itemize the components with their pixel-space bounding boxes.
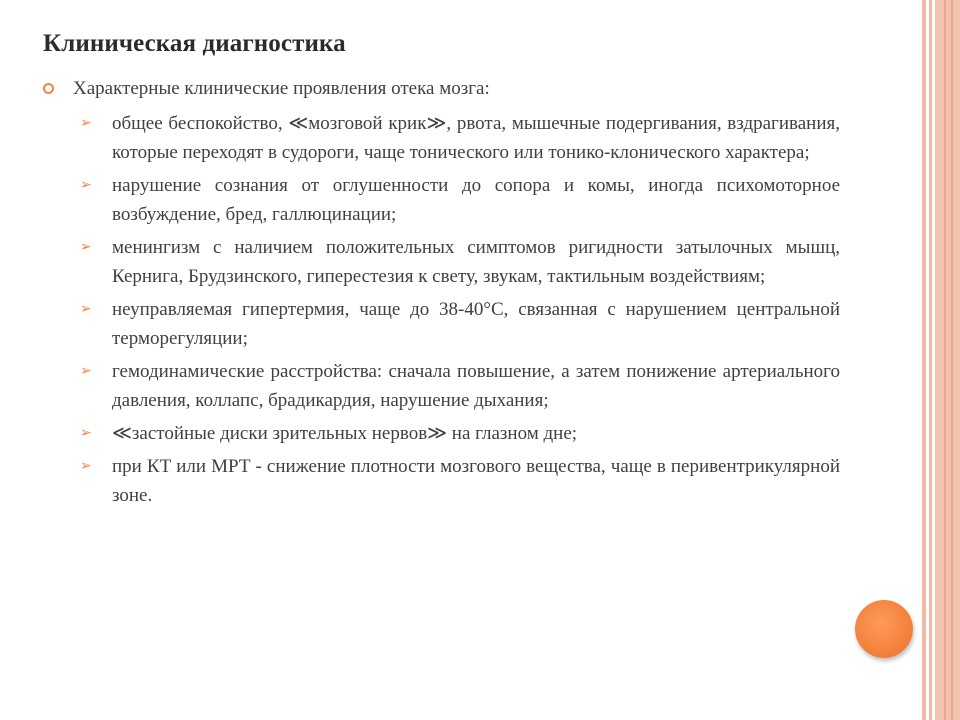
decor-stripe: [929, 0, 932, 720]
list-item: [80, 452, 840, 510]
arrow-bullet-icon: ➢: [80, 115, 92, 131]
list-item: [80, 171, 840, 229]
decor-stripe: [935, 0, 960, 720]
arrow-bullet-icon: ➢: [80, 177, 92, 193]
arrow-bullet-icon: ➢: [80, 239, 92, 255]
arrow-bullet-icon: ➢: [80, 458, 92, 474]
symptom-list: [80, 109, 840, 514]
arrow-bullet-icon: ➢: [80, 363, 92, 379]
list-item: [80, 419, 840, 448]
list-item: [80, 109, 840, 167]
list-item: [80, 295, 840, 353]
list-item-text: ≪застойные диски зрительных нервов≫ на глазном дне;: [112, 423, 578, 444]
decor-stripe: [944, 0, 946, 720]
list-item-text: менингизм с наличием положительных симптомов ригидности затылочных мышц, Кернига, Брудзинского, гиперестезия к свету, звукам, тактильным воздействиям;: [112, 237, 840, 287]
decor-stripe: [922, 0, 926, 720]
list-item-text: нарушение сознания от оглушенности до сопора и комы, иногда психомоторное возбуждение, бред, галлюцинации;: [112, 175, 840, 225]
arrow-bullet-icon: ➢: [80, 425, 92, 441]
orange-circle-icon: [855, 600, 913, 658]
list-item-text: общее беспокойство, ≪мозговой крик≫, рвота, мышечные подергивания, вздрагивания, которые переходят в судороги, чаще тонического или тонико-клонического характера;: [112, 113, 840, 163]
decor-stripe: [951, 0, 953, 720]
list-item-text: при КТ или МРТ - снижение плотности мозгового вещества, чаще в перивентрикулярной зоне.: [112, 456, 840, 506]
list-item-text: неуправляемая гипертермия, чаще до 38-40°С, связанная с нарушением центральной терморегуляции;: [112, 299, 840, 349]
circle-bullet-icon: [43, 83, 54, 94]
main-point-text: Характерные клинические проявления отека мозга:: [73, 78, 490, 99]
arrow-bullet-icon: ➢: [80, 301, 92, 317]
list-item-text: гемодинамические расстройства: сначала повышение, а затем понижение артериального давления, коллапс, брадикардия, нарушение дыхания;: [112, 361, 840, 411]
slide-title: Клиническая диагностика: [43, 30, 346, 57]
list-item: [80, 233, 840, 291]
list-item: [80, 357, 840, 415]
